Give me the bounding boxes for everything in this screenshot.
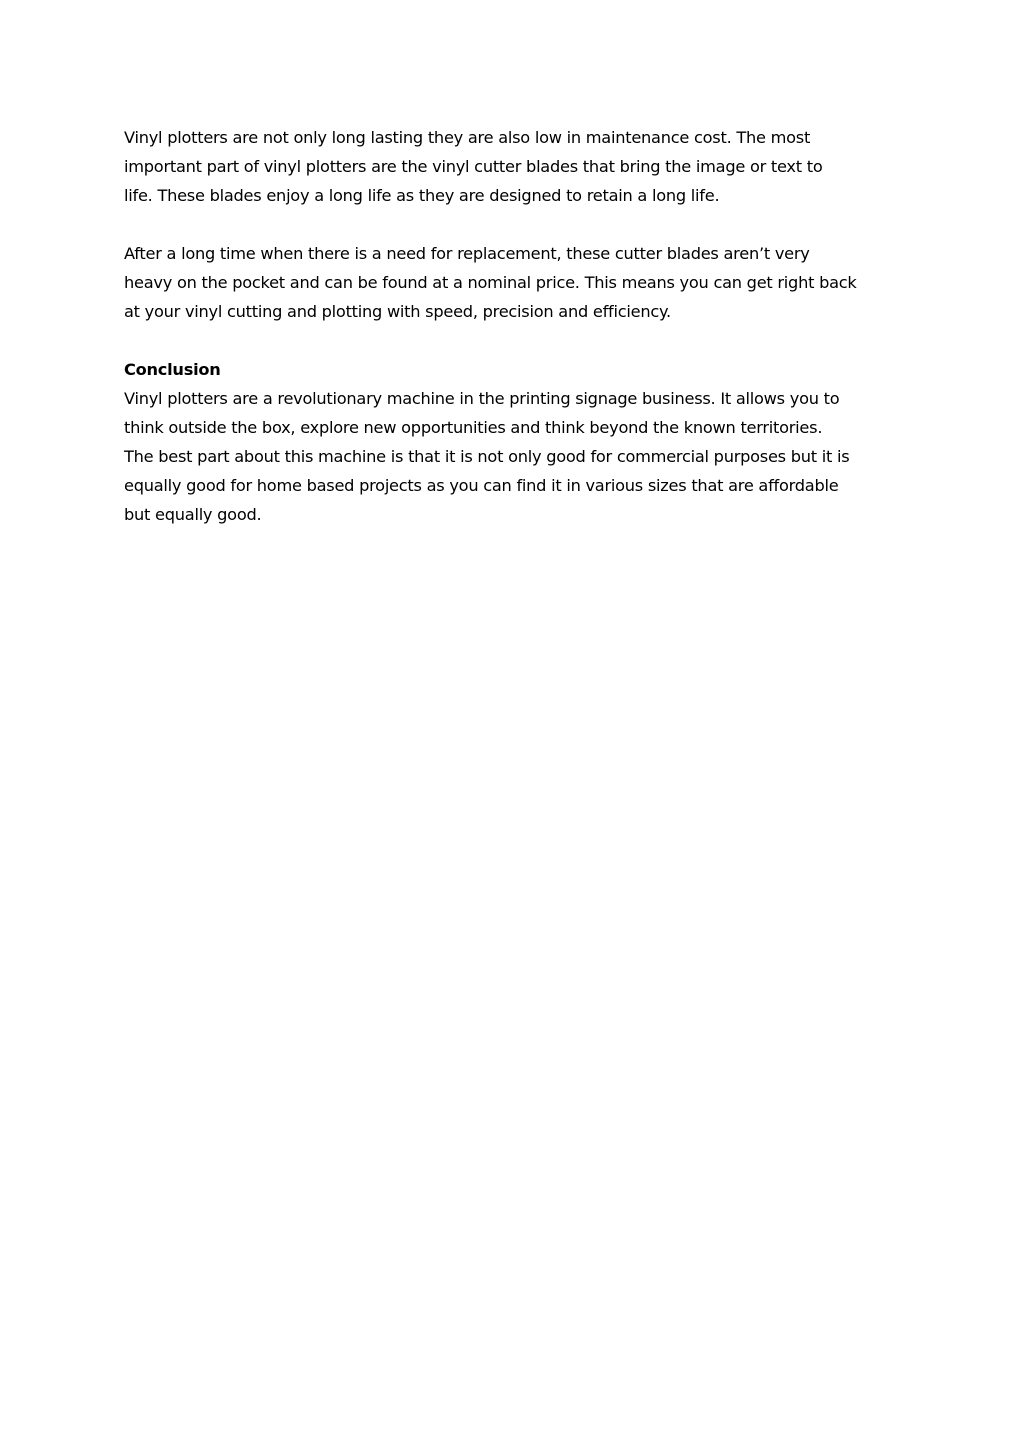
text-line: important part of vinyl plotters are the vinyl cutter blades that bring the image or text to bbox=[124, 157, 823, 176]
paragraph-replacement bbox=[124, 239, 914, 326]
paragraph-spacer bbox=[124, 326, 914, 355]
text-line: but equally good. bbox=[124, 505, 262, 524]
document-page bbox=[124, 123, 914, 529]
text-line: The best part about this machine is that it is not only good for commercial purposes but it is bbox=[124, 447, 850, 466]
text-line: at your vinyl cutting and plotting with speed, precision and efficiency. bbox=[124, 302, 671, 321]
conclusion-heading: Conclusion bbox=[124, 360, 221, 379]
paragraph-conclusion bbox=[124, 384, 914, 529]
text-line: After a long time when there is a need for replacement, these cutter blades aren’t very bbox=[124, 244, 810, 263]
text-line: Vinyl plotters are not only long lasting they are also low in maintenance cost. The most bbox=[124, 128, 811, 147]
text-line: Vinyl plotters are a revolutionary machine in the printing signage business. It allows you to bbox=[124, 389, 840, 408]
text-line: equally good for home based projects as you can find it in various sizes that are affordable bbox=[124, 476, 839, 495]
text-line: heavy on the pocket and can be found at a nominal price. This means you can get right back bbox=[124, 273, 857, 292]
paragraph-spacer bbox=[124, 210, 914, 239]
text-line: think outside the box, explore new opportunities and think beyond the known territories. bbox=[124, 418, 823, 437]
text-line: life. These blades enjoy a long life as they are designed to retain a long life. bbox=[124, 186, 720, 205]
paragraph-maintenance bbox=[124, 123, 914, 210]
